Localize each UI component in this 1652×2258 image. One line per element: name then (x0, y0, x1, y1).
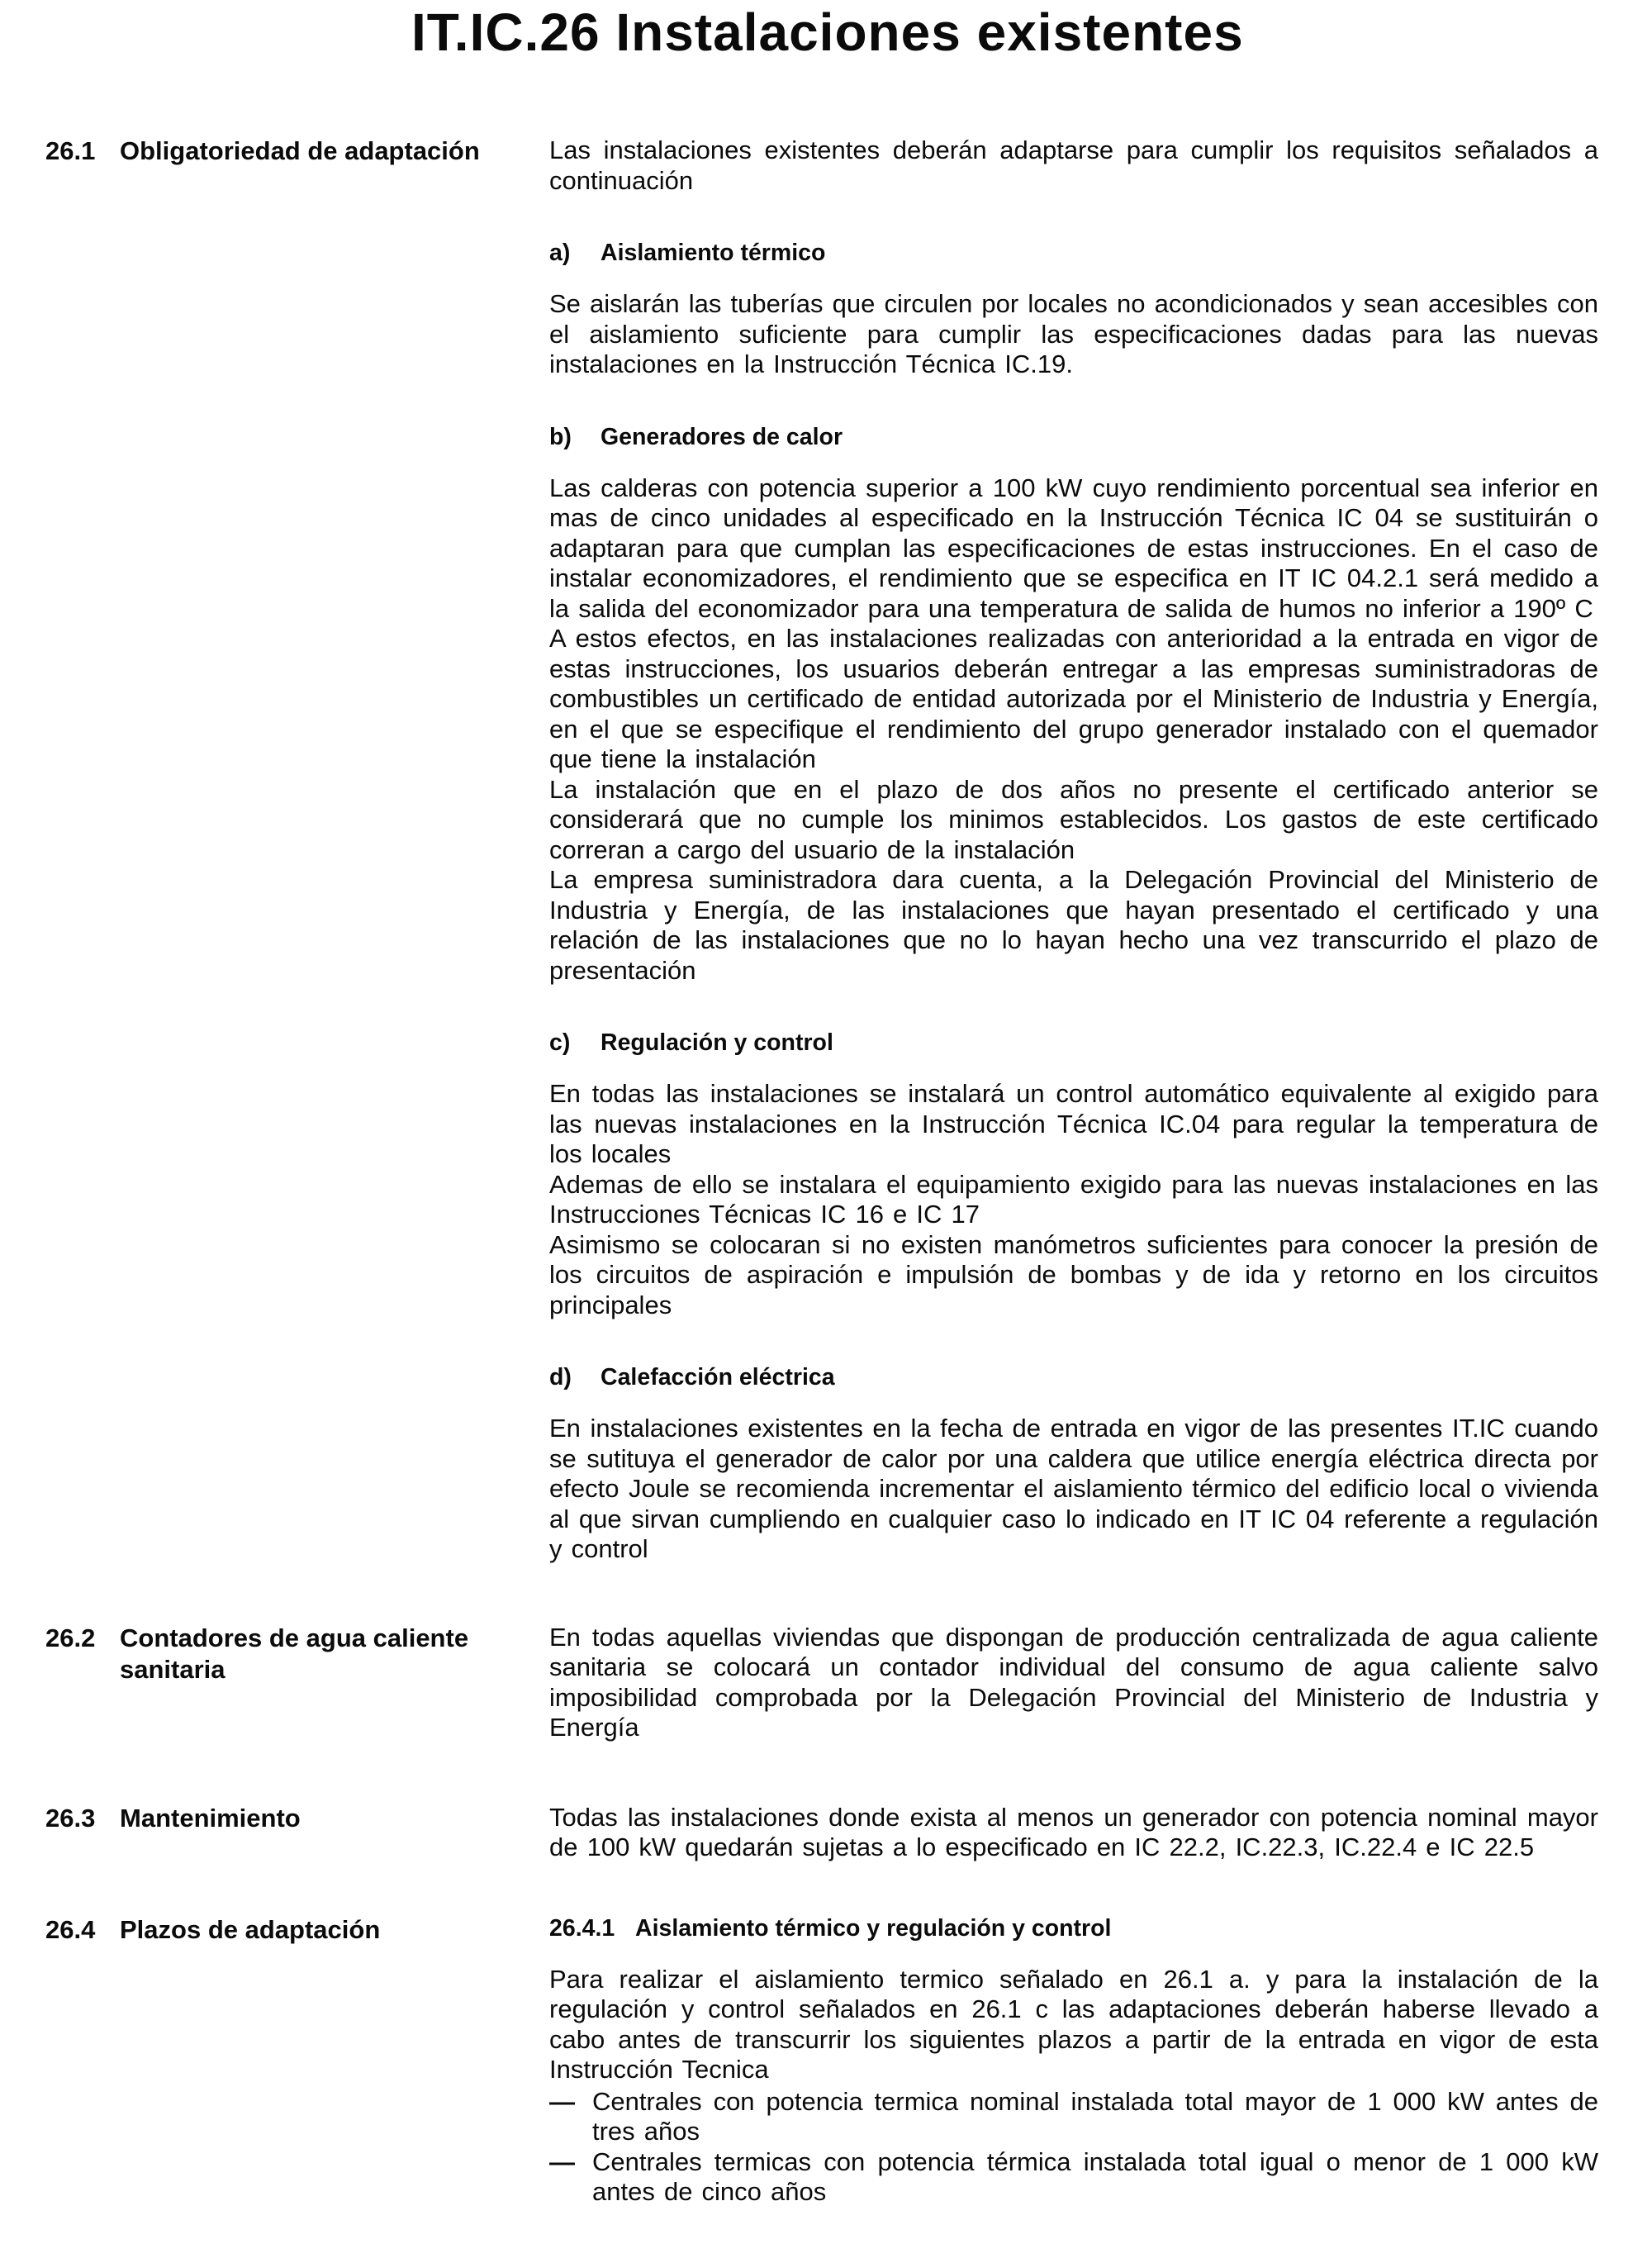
paragraph: La instalación que en el plazo de dos años no presente el certificado anterior se considerará que no cumple los minimos establecidos. Los gastos de este certificado correran a cargo del usuario de la instalación (549, 774, 1598, 864)
section-title: Mantenimiento (120, 1803, 301, 1833)
subsection-title: Aislamiento térmico (601, 240, 826, 266)
paragraph: En instalaciones existentes en la fecha de entrada en vigor de las presentes IT.IC cuando se sutituya el generador de calor por una caldera que utilice energía eléctrica directa por efecto Joule se recomienda incrementar el aislamiento térmico del edificio local o vivienda al que sirvan cumpliendo en cualquier caso lo indicado en IT IC 04 referente a regulación y control (549, 1414, 1598, 1563)
subsection-number: 26.4.1 (549, 1914, 615, 1942)
subsection-title: Regulación y control (601, 1029, 833, 1056)
paragraph: Las instalaciones existentes deberán adaptarse para cumplir los requisitos señalados a continuación (549, 135, 1598, 195)
section-heading-26-2 (45, 1623, 549, 1685)
bullet-list (549, 2087, 1598, 2208)
subsection-label: c) (549, 1029, 571, 1056)
list-item (549, 2147, 1598, 2208)
section-26-2-body (549, 1623, 1598, 1743)
section-26-3-margin (0, 1803, 549, 1834)
section-heading-26-1 (45, 135, 549, 167)
section-26-4 (0, 1914, 1652, 2208)
section-26-4-body (549, 1914, 1598, 2208)
dash-bullet-icon: — (549, 2086, 575, 2116)
document-content (0, 135, 1652, 2208)
subsection-heading-26-4-1 (549, 1914, 1598, 1942)
section-26-1 (0, 135, 1652, 1565)
section-number: 26.4 (45, 1914, 96, 1944)
subsection-title: Generadores de calor (601, 423, 843, 450)
subsection-heading-a (549, 239, 1598, 267)
section-26-1-margin (0, 135, 549, 167)
paragraph: La empresa suministradora dara cuenta, a la Delegación Provincial del Ministerio de Industria y Energía, de las instalaciones que hayan presentado el certificado y una relación de las instalaciones que no lo hayan hecho una vez transcurrido el plazo de presentación (549, 865, 1598, 985)
section-26-3-body (549, 1803, 1598, 1863)
subsection-label: b) (549, 423, 572, 450)
section-title: Contadores de agua caliente sanitaria (120, 1623, 469, 1684)
list-item-text: Centrales termicas con potencia térmica instalada total igual o menor de 1 000 kW antes de cinco años (592, 2146, 1598, 2206)
section-26-4-margin (0, 1914, 549, 1946)
section-26-2 (0, 1623, 1652, 1743)
list-item (549, 2087, 1598, 2147)
section-title: Plazos de adaptación (120, 1914, 381, 1944)
section-heading-26-3 (45, 1803, 549, 1834)
subsection-heading-d (549, 1363, 1598, 1391)
section-number: 26.2 (45, 1623, 96, 1652)
subsection-title: Aislamiento térmico y regulación y control (635, 1914, 1112, 1942)
dash-bullet-icon: — (549, 2146, 575, 2176)
section-title: Obligatoriedad de adaptación (120, 136, 480, 165)
paragraph: Todas las instalaciones donde exista al menos un generador con potencia nominal mayor de 100 kW quedarán sujetas a lo especificado en IC 22.2, IC.22.3, IC.22.4 e IC 22.5 (549, 1802, 1598, 1861)
page-title: IT.IC.26 Instalaciones existentes (411, 2, 1244, 62)
paragraph: Ademas de ello se instalara el equipamiento exigido para las nuevas instalaciones en las Instrucciones Técnicas IC 16 e IC 17 (549, 1169, 1598, 1229)
section-26-2-margin (0, 1623, 549, 1685)
paragraph: Se aislarán las tuberías que circulen por locales no acondicionados y sean accesibles con el aislamiento suficiente para cumplir las especificaciones dadas para las nuevas instalaciones en la Instrucción Técnica IC.19. (549, 289, 1598, 378)
list-item-text: Centrales con potencia termica nominal instalada total mayor de 1 000 kW antes de tres años (592, 2086, 1598, 2146)
subsection-heading-c (549, 1029, 1598, 1057)
paragraph: En todas las instalaciones se instalará un control automático equivalente al exigido para las nuevas instalaciones en la Instrucción Técnica IC.04 para regular la temperatura de los locales (549, 1079, 1598, 1168)
paragraph: Asimismo se colocaran si no existen manómetros suficientes para conocer la presión de los circuitos de aspiración e impulsión de bombas y de ida y retorno en los circuitos principales (549, 1229, 1598, 1319)
subsection-label: d) (549, 1364, 572, 1390)
section-26-1-body (549, 135, 1598, 1565)
paragraph: En todas aquellas viviendas que dispongan de producción centralizada de agua caliente sanitaria se colocará un contador individual del consumo de agua caliente salvo imposibilidad comprobada por la Delegación Provincial del Ministerio de Industria y Energía (549, 1622, 1598, 1742)
section-heading-26-4 (45, 1914, 549, 1946)
subsection-label: a) (549, 240, 571, 266)
subsection-title: Calefacción eléctrica (601, 1364, 835, 1390)
paragraph: A estos efectos, en las instalaciones realizadas con anterioridad a la entrada en vigor de estas instrucciones, los usuarios deberán entregar a las empresas suministradoras de combustibles un certificado de entidad autorizada por el Ministerio de Industria y Energía, en el que se especifique el rendimiento del grupo generador instalado con el quemador que tiene la instalación (549, 624, 1598, 773)
section-number: 26.3 (45, 1803, 96, 1833)
paragraph: Para realizar el aislamiento termico señalado en 26.1 a. y para la instalación de la regulación y control señalados en 26.1 c las adaptaciones deberán haberse llevado a cabo antes de transcurrir los siguientes plazos a partir de la entrada en vigor de esta Instrucción Tecnica (549, 1964, 1598, 2084)
section-number: 26.1 (45, 136, 96, 165)
subsection-heading-b (549, 423, 1598, 451)
section-26-3 (0, 1803, 1652, 1863)
paragraph: Las calderas con potencia superior a 100 kW cuyo rendimiento porcentual sea inferior en mas de cinco unidades al especificado en la Instrucción Técnica IC 04 se sustituirán o adaptaran para que cumplan las especificaciones de estas instrucciones. En el caso de instalar economizadores, el rendimiento que se especifica en IT IC 04.2.1 será medido a la salida del economizador para una temperatura de salida de humos no inferior a 190º C (549, 473, 1598, 623)
